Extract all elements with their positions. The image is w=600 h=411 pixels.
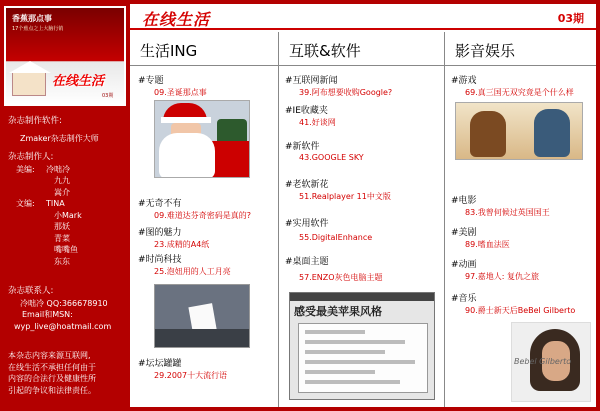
singer-image[interactable] (511, 322, 591, 402)
text-name: TINA (46, 199, 65, 208)
brand-title: 在线生活 (142, 10, 211, 29)
section-heading: #老软新花 (285, 180, 329, 190)
toc-link[interactable]: 29.2007十大流行语 (154, 371, 228, 380)
contact-qq: 冷咄冷 QQ:366678910 (20, 298, 108, 308)
disclaimer-line: 引起的争议和法律责任。 (8, 385, 96, 395)
section-heading: #电影 (451, 196, 477, 206)
section-heading: #图的魅力 (138, 228, 182, 238)
divider (130, 65, 278, 66)
software-heading: 杂志制作软件: (8, 116, 62, 126)
moon-image[interactable] (154, 284, 250, 348)
section-heading: #无奇不有 (138, 199, 182, 209)
contact-email-link[interactable]: wyp_live@hoatmail.com (14, 321, 112, 331)
toc-link[interactable]: 89.嗜血法医 (465, 240, 510, 249)
text-name: 嘴嘴鱼 (54, 245, 78, 254)
toc-link[interactable]: 23.成精的A4纸 (154, 240, 210, 249)
contact-info (8, 286, 111, 332)
section-heading: #动画 (451, 260, 477, 270)
section-heading: #IE收藏夹 (285, 106, 328, 116)
warrior-figure (534, 109, 570, 157)
toc-link[interactable]: 83.我曾何候过英国国王 (465, 208, 550, 217)
divider (445, 65, 596, 66)
text-editor-row (8, 198, 82, 210)
toc-link[interactable]: 25.泡妞用的人工月亮 (154, 267, 231, 276)
art-editor-row (8, 164, 82, 176)
floor-shape (155, 329, 249, 347)
section-heading: #时尚科技 (138, 255, 182, 265)
toc-link[interactable]: 09.圣诞那点事 (154, 88, 207, 97)
sidebar (0, 0, 130, 411)
section-heading: #游戏 (451, 76, 477, 86)
contact-email-label: Email和MSN: (22, 310, 73, 319)
art-name: 九九 (54, 176, 70, 185)
issue-number: 03期 (557, 12, 584, 25)
section-heading: #实用软件 (285, 219, 329, 229)
snow-house-image (12, 72, 46, 96)
text-name: 小Mark (54, 210, 82, 220)
screenshot-window (298, 323, 428, 393)
staff-heading: 杂志制作人: (8, 152, 54, 162)
toc-link[interactable]: 41.好谈网 (299, 118, 336, 127)
section-heading: #美剧 (451, 228, 477, 238)
theme-screenshot-image[interactable] (289, 292, 435, 400)
section-heading: #坛坛罐罐 (138, 359, 182, 369)
toc-link[interactable]: 97.嘉地人: 复仇之旅 (465, 272, 539, 281)
singer-signature: Bebel Gilberto (514, 357, 572, 366)
software-value: Zmaker杂志制作大师 (20, 133, 99, 143)
toc-link[interactable]: 39.阿布想要收购Google? (299, 88, 393, 97)
santa-beard (159, 133, 215, 178)
game-image[interactable] (455, 102, 583, 160)
divider (279, 65, 444, 66)
disclaimer-line: 内容的合法行及健康性所 (8, 374, 96, 383)
toc-link[interactable]: 51.Realplayer 11中文版 (299, 192, 391, 201)
column-title: 生活ING (140, 42, 198, 60)
disclaimer-line: 在线生活不承担任何由于 (8, 362, 96, 372)
column-title: 影音娱乐 (455, 42, 516, 60)
text-name: 那妖 (54, 222, 70, 231)
cover-line1: 香蕉那点事 (12, 14, 52, 23)
toc-link[interactable]: 55.DigitalEnhance (299, 233, 373, 242)
text-role: 文编: (16, 199, 35, 208)
warrior-figure (470, 111, 506, 157)
section-heading: #互联网新闻 (285, 76, 338, 86)
art-name: 嵩介 (54, 187, 70, 197)
toc-link[interactable]: 90.爵士新天后BeBel Gilberto (465, 306, 576, 315)
section-heading: #专题 (138, 76, 164, 86)
staff-info (8, 152, 82, 267)
section-heading: #桌面主题 (285, 257, 329, 267)
cover-line2: 17个蕉点之上大脑行销 (12, 26, 64, 32)
cover-image[interactable] (4, 6, 126, 106)
cover-issue: 03期 (102, 93, 114, 99)
column-tech (278, 32, 444, 407)
column-title: 互联&软件 (289, 42, 361, 60)
cover-logo: 在线生活 (52, 74, 105, 89)
toc-link[interactable]: 57.ENZO灰色电脑主题 (299, 273, 383, 282)
text-name: 东东 (54, 256, 70, 266)
art-role: 美编: (16, 164, 35, 174)
column-entertainment (444, 32, 596, 407)
toc-link[interactable]: 43.GOOGLE SKY (299, 153, 364, 162)
column-life (130, 32, 278, 407)
toc-link[interactable]: 09.难道达芬奇密码是真的? (154, 211, 251, 220)
disclaimer-line: 本杂志内容来源互联网, (8, 351, 91, 360)
section-heading: #音乐 (451, 294, 477, 304)
text-name: 青菜 (54, 233, 70, 243)
cover-title (12, 14, 92, 34)
header-bar (130, 4, 596, 30)
software-info (8, 116, 99, 144)
contents-page (130, 4, 596, 407)
contact-heading: 杂志联系人: (8, 286, 54, 296)
art-name: 冷咄冷 (46, 164, 70, 174)
screenshot-bar (290, 293, 434, 301)
toc-link[interactable]: 69.真三国无双究竟是个什么样 (465, 88, 574, 97)
disclaimer (8, 350, 96, 396)
screenshot-title: 感受最美苹果风格 (294, 305, 382, 318)
section-heading: #新软件 (285, 142, 320, 152)
santa-image[interactable] (154, 100, 250, 178)
